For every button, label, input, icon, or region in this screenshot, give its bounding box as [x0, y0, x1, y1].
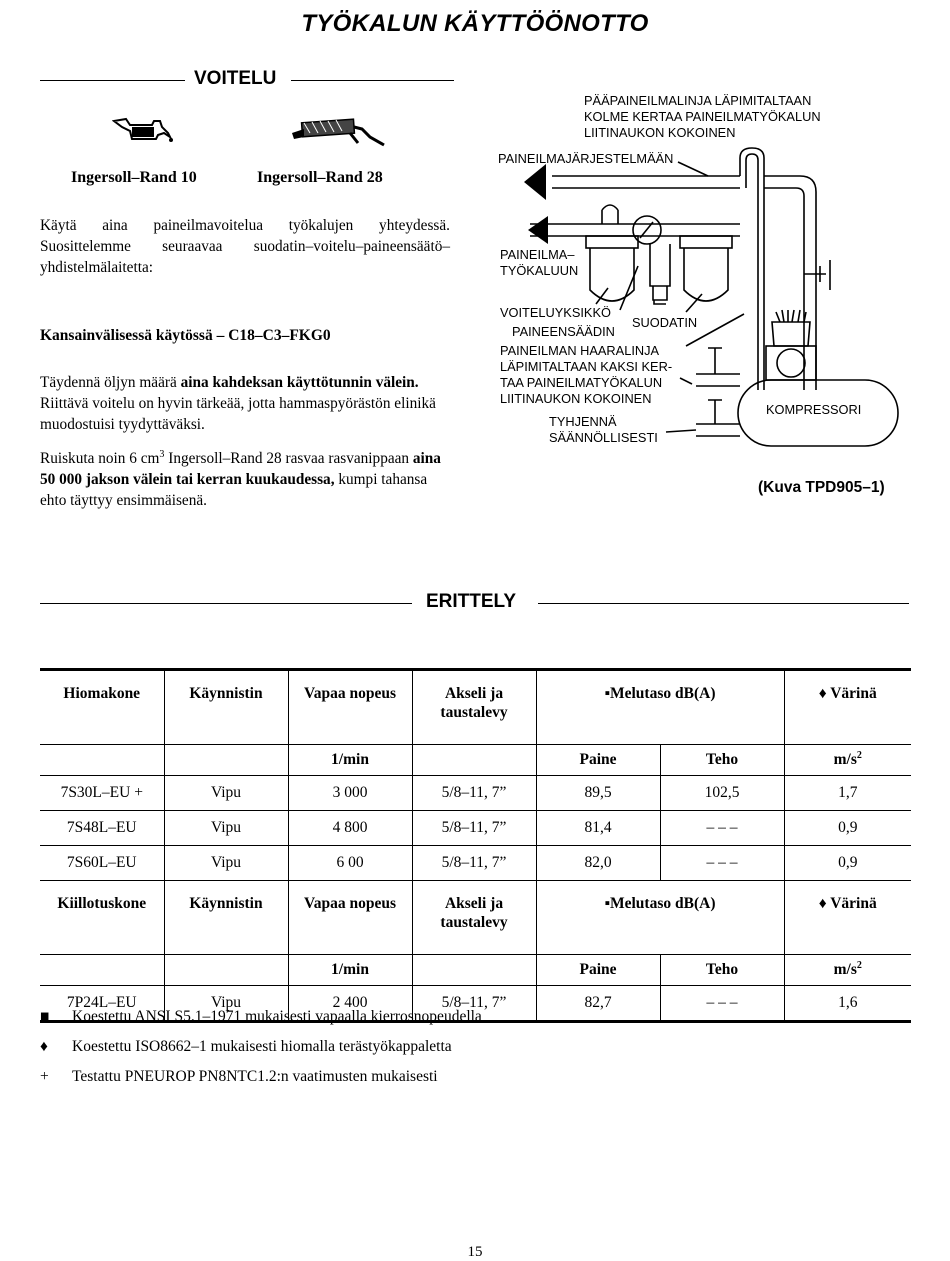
unit-cell — [412, 745, 536, 776]
spec-table — [40, 668, 911, 1023]
table-cell: 0,9 — [784, 846, 911, 881]
unit-cell: 1/min — [288, 955, 412, 986]
table-cell: – – – — [660, 811, 784, 846]
footnote-vibration: ♦ Koestettu ISO8662–1 mukaisesti hiomalla terästyökappaletta — [40, 1038, 452, 1055]
unit-cell: Paine — [536, 745, 660, 776]
diagram-label-to-tool: PAINEILMA– TYÖKALUUN — [500, 247, 579, 278]
unit-cell: $m/s^2$ — [784, 745, 911, 776]
diagram-label-lubricator: VOITELUYKSIKKÖ — [500, 305, 611, 320]
header-cell: Akseli ja taustalevy — [412, 670, 536, 745]
table-row — [40, 811, 911, 846]
model-cell: 7S30L–EU + — [40, 776, 164, 811]
table-cell: 4 800 — [288, 811, 412, 846]
page-number: 15 — [467, 1244, 483, 1260]
table-cell: – – – — [660, 846, 784, 881]
header-cell: Vapaa nopeus — [288, 670, 412, 745]
diagram-label-drain: TYHJENNÄ SÄÄNNÖLLISESTI — [549, 414, 658, 445]
diagram-label-regulator: PAINEENSÄÄDIN — [512, 324, 615, 339]
header-cell: Akseli ja taustalevy — [412, 881, 536, 955]
table-cell: Vipu — [164, 846, 288, 881]
header-cell: ▪Melutaso dB(A) — [536, 670, 784, 745]
table-cell: 1,6 — [784, 986, 911, 1022]
header-cell: Hiomakone — [40, 670, 164, 745]
header-cell: Vapaa nopeus — [288, 881, 412, 955]
header-cell: ▪Melutaso dB(A) — [536, 881, 784, 955]
plus-bullet-icon: + — [40, 1068, 49, 1085]
table-cell: 5/8–11, 7” — [412, 986, 536, 1022]
table-cell: – – – — [660, 986, 784, 1022]
unit-cell — [412, 955, 536, 986]
table-cell: Vipu — [164, 986, 288, 1022]
table-cell: 0,9 — [784, 811, 911, 846]
unit-cell: Teho — [660, 745, 784, 776]
unit-cell — [40, 745, 164, 776]
diagram-label-main-line: PÄÄPAINEILMALINJA LÄPIMITALTAAN KOLME KERTAA PAINEILMATYÖKALUN LIITINAUKON KOKOINEN — [584, 93, 821, 140]
unit-cell — [164, 955, 288, 986]
unit-cell: $m/s^2$ — [784, 955, 911, 986]
diagram-label-compressor: KOMPRESSORI — [766, 402, 862, 417]
section-rule-left — [40, 80, 185, 81]
spec-heading: ERITTELY — [426, 591, 517, 612]
header-cell: ♦ Värinä — [784, 881, 911, 955]
table-cell: 5/8–11, 7” — [412, 811, 536, 846]
table-unit-row — [40, 955, 911, 986]
table-cell: 82,7 — [536, 986, 660, 1022]
table-cell: 2 400 — [288, 986, 412, 1022]
diagram-label-filter: SUODATIN — [632, 315, 698, 330]
table-unit-row — [40, 745, 911, 776]
table-cell: 82,0 — [536, 846, 660, 881]
spec-rule-right — [538, 603, 909, 604]
footnote-noise: ■ Koestettu ANSI S5.1–1971 mukaisesti vapaalla kierrosnopeudella — [40, 1008, 482, 1025]
table-cell: 1,7 — [784, 776, 911, 811]
section-rule-right — [291, 80, 454, 81]
table-cell: 89,5 — [536, 776, 660, 811]
table-row — [40, 846, 911, 881]
table-cell: 5/8–11, 7” — [412, 846, 536, 881]
unit-cell: Teho — [660, 955, 784, 986]
grease-gun-icon — [288, 115, 388, 151]
table-header-row — [40, 670, 911, 745]
lubrication-heading: VOITELU — [194, 68, 277, 89]
table-row — [40, 776, 911, 811]
figure-caption: (Kuva TPD905–1) — [758, 479, 885, 496]
unit-cell — [164, 745, 288, 776]
page-title: TYÖKALUN KÄYTTÖÖNOTTO — [301, 10, 649, 37]
oil-refill-paragraph: Täydennä öljyn määrä aina kahdeksan käyttötunnin välein. Riittävä voitelu on hyvin tärkeää, jotta hammaspyörästön elinikä muodostuisi tyydyttäväksi. — [40, 374, 436, 433]
table-cell: 6 00 — [288, 846, 412, 881]
oil-can-icon — [112, 115, 176, 145]
table-cell: 81,4 — [536, 811, 660, 846]
table-header-row — [40, 881, 911, 955]
footnote-pneurop: + Testattu PNEUROP PN8NTC1.2:n vaatimusten mukaisesti — [40, 1068, 438, 1085]
diamond-bullet-icon: ♦ — [40, 1038, 48, 1055]
unit-cell: Paine — [536, 955, 660, 986]
header-cell: ♦ Värinä — [784, 670, 911, 745]
diagram-label-to-system: PAINEILMAJÄRJESTELMÄÄN — [498, 151, 674, 166]
header-cell: Käynnistin — [164, 881, 288, 955]
table-cell: 102,5 — [660, 776, 784, 811]
square-bullet-icon: ■ — [40, 1008, 50, 1025]
header-cell: Kiillotuskone — [40, 881, 164, 955]
unit-cell: 1/min — [288, 745, 412, 776]
unit-cell — [40, 955, 164, 986]
tool-label-ir28: Ingersoll–Rand 28 — [257, 169, 383, 186]
table-cell: Vipu — [164, 811, 288, 846]
table-cell: Vipu — [164, 776, 288, 811]
international-use: Kansainvälisessä käytössä – C18–C3–FKG0 — [40, 327, 331, 344]
model-cell: 7P24L–EU — [40, 986, 164, 1022]
model-cell: 7S48L–EU — [40, 811, 164, 846]
spec-rule-left — [40, 603, 412, 604]
diagram-label-branch-line: PAINEILMAN HAARALINJA LÄPIMITALTAAN KAKSI KER- TAA PAINEILMATYÖKALUN LIITINAUKON KOKOINEN — [500, 343, 673, 406]
grease-paragraph: Ruiskuta noin 6 $cm^3$ Ingersoll–Rand 28 rasvaa rasvanippaan aina 50 000 jakson välein tai kerran kuukaudessa, kumpi tahansa ehto täyttyy ensimmäisenä. — [40, 448, 441, 509]
lubrication-paragraph: Käytä aina paineilmavoitelua työkalujen yhteydessä. Suosittelemme seuraavaa suodatin–voitelu–paineensäätö–yhdistelmälaitetta: — [40, 217, 450, 276]
table-cell: 5/8–11, 7” — [412, 776, 536, 811]
tool-label-ir10: Ingersoll–Rand 10 — [71, 169, 197, 186]
table-cell: 3 000 — [288, 776, 412, 811]
model-cell: 7S60L–EU — [40, 846, 164, 881]
header-cell: Käynnistin — [164, 670, 288, 745]
